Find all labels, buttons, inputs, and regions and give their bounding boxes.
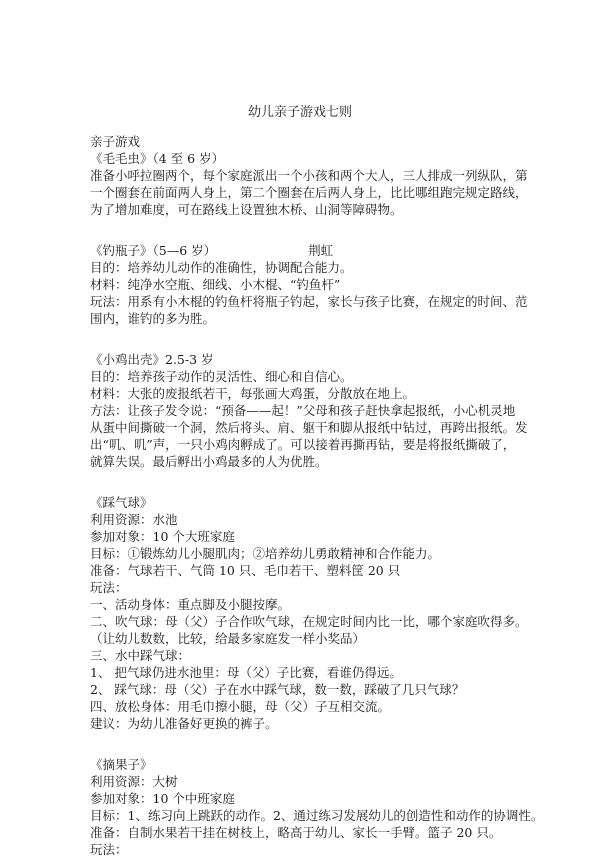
game-4-step-1: 一、活动身体：重点脚及小腿按摩。 <box>90 597 291 612</box>
game-4-tip: 建议：为幼儿准备好更换的裤子。 <box>90 716 278 731</box>
game-2-material: 材料：纯净水空瓶、细线、小木棍、“钓鱼杆” <box>90 277 341 292</box>
game-4-goal: 目标：①锻炼幼儿小腿肌肉；②培养幼儿勇敢精神和合作能力。 <box>90 546 441 561</box>
game-3-method-3: 出“叽、叽”声，一只小鸡肉孵成了。可以接着再撕再钻，要是将报纸撕破了， <box>90 437 516 452</box>
game-4-play-label: 玩法： <box>90 580 128 595</box>
game-2-play-2: 围内，谁钓的多为胜。 <box>90 311 216 326</box>
game-3-method-2: 从蛋中间撕破一个洞，然后将头、肩、躯干和脚从报纸中钻过，再跨出报纸。发 <box>90 420 528 435</box>
game-2-title: 《钓瓶子》（5—6 岁） <box>90 243 217 258</box>
game-2-play-1: 玩法：用系有小木棍的钓鱼杆将瓶子钓起，家长与孩子比赛，在规定的时间、范 <box>90 294 528 309</box>
game-3-method-4: 就算失误。最后孵出小鸡最多的人为优胜。 <box>90 454 328 469</box>
game-1-text-1: 准备小呼拉圈两个，每个家庭派出一个小孩和两个大人，三人排成一列纵队，第 <box>90 168 528 183</box>
game-4-step-2-note: （让幼儿数数，比较，给最多家庭发一样小奖品） <box>90 631 366 646</box>
game-2-author: 荆虹 <box>308 243 334 258</box>
game-5-resource: 利用资源：大树 <box>90 774 178 789</box>
game-5-target: 参加对象：10 个中班家庭 <box>90 791 235 806</box>
game-4-title: 《踩气球》 <box>90 495 153 510</box>
game-5-play-label: 玩法： <box>90 842 128 857</box>
game-2-goal: 目的：培养幼儿动作的准确性，协调配合能力。 <box>90 260 353 275</box>
game-4-resource: 利用资源：水池 <box>90 512 178 527</box>
game-1-title: 《毛毛虫》（4 至 6 岁） <box>90 151 225 166</box>
game-3-method-1: 方法：让孩子发令说：“预备——起！”父母和孩子赶快拿起报纸，小心机灵地 <box>90 403 516 418</box>
game-4-target: 参加对象：10 个大班家庭 <box>90 529 235 544</box>
game-1-text-3: 为了增加难度，可在路线上设置独木桥、山洞等障碍物。 <box>90 202 403 217</box>
document-title: 幼儿亲子游戏七则 <box>247 105 352 120</box>
game-3-title: 《小鸡出壳》2.5-3 岁 <box>90 352 214 367</box>
game-3-goal: 目的：培养孩子动作的灵活性、细心和自信心。 <box>90 369 353 384</box>
game-2-heading <box>90 242 520 259</box>
game-4-step-3-2: 2、 踩气球：母（父）子在水中踩气球，数一数，踩破了几只气球？ <box>90 682 465 697</box>
game-4-step-3: 三、水中踩气球： <box>90 648 191 663</box>
game-3-material: 材料：大张的废报纸若干，每张画大鸡蛋，分散放在地上。 <box>90 386 416 401</box>
game-1-text-2: 一个圈套在前面两人身上，第二个圈套在后两人身上，比比哪组跑完规定路线， <box>90 185 528 200</box>
game-4-prep: 准备：气球若干、气筒 10 只、毛巾若干、塑料筐 20 只 <box>90 563 401 578</box>
game-5-goal: 目标：1、练习向上跳跃的动作。2、通过练习发展幼儿的创造性和动作的协调性。 <box>90 808 544 823</box>
game-4-step-2: 二、吹气球：母（父）子合作吹气球，在规定时间内比一比，哪个家庭吹得多。 <box>90 614 528 629</box>
game-5-title: 《摘果子》 <box>90 757 153 772</box>
section-heading: 亲子游戏 <box>90 134 141 149</box>
game-5-prep: 准备：自制水果若干挂在树枝上，略高于幼儿、家长一手臂。篮子 20 只。 <box>90 825 502 840</box>
game-4-step-4: 四、放松身体：用毛巾擦小腿，母（父）子互相交流。 <box>90 699 391 714</box>
game-4-step-3-1: 1、 把气球仍进水池里：母（父）子比赛，看谁仍得远。 <box>90 665 402 680</box>
